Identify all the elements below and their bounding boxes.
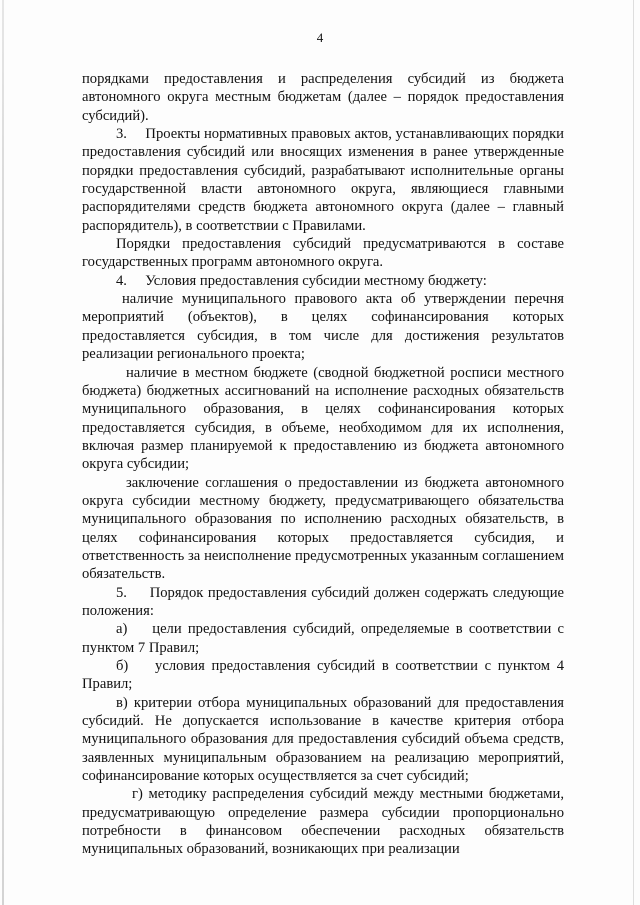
paragraph-subitem-b: б) условия предоставления субсидий в соответствии с пунктом 4 Правил;	[82, 658, 564, 693]
paragraph-item-4: 4. Условия предоставления субсидии местному бюджету:	[116, 272, 487, 289]
paragraph-subitem-v: в) критерии отбора муниципальных образований для предоставления субсидий. Не допускается использование в качестве критерия отбора муниципального образования для предоставления субсидий объема средств, заявленных муниципальным образованием на реализацию мероприятий, софинансирование которых осуществляется за счет субсидий;	[82, 694, 564, 785]
paragraph-condition-agreement: заключение соглашения о предоставлении из бюджета автономного округа субсидии местному бюджету, предусматривающего обязательства муниципального образования по исполнению расходных обязательств, в целях софинансирования которых предоставляется субсидия, и ответственность за неисполнение предусмотренных указанным соглашением обязательств.	[82, 474, 564, 583]
page-number: 4	[316, 30, 324, 45]
paragraph-programs: Порядки предоставления субсидий предусматриваются в составе государственных программ автономного округа.	[82, 236, 564, 271]
paragraph-condition-act: наличие муниципального правового акта об утверждении перечня мероприятий (объектов), в целях софинансирования которых предоставляется субсидия, в том числе для достижения результатов реализации регионального проекта;	[82, 291, 564, 363]
scan-edge-left	[2, 0, 4, 905]
paragraph-item-3: 3. Проекты нормативных правовых актов, устанавливающих порядки предоставления субсидий или вносящих изменения в ранее утвержденные порядки предоставления субсидий, разрабатывают исполнительные органы государственной власти автономного округа, являющиеся главными распорядителями средств бюджета автономного округа (далее – главный распорядитель), в соответствии с Правилами.	[82, 126, 564, 234]
paragraph-condition-budget: наличие в местном бюджете (сводной бюджетной росписи местного бюджета) бюджетных ассигнований на исполнение расходных обязательств муниципального образования, в целях софинансирования которых предоставляется субсидия, в объеме, необходимом для их исполнения, включая размер планируемой к предоставлению из бюджета автономного округа субсидии;	[82, 364, 564, 473]
body-text	[82, 70, 564, 859]
paragraph-continuation: порядками предоставления и распределения субсидий из бюджета автономного округа местным бюджетам (далее – порядок предоставления субсидий).	[82, 71, 564, 124]
paragraph-item-5: 5. Порядок предоставления субсидий должен содержать следующие положения:	[82, 584, 564, 619]
paragraph-subitem-a: а) цели предоставления субсидий, определяемые в соответствии с пунктом 7 Правил;	[82, 621, 564, 656]
paragraph-subitem-g: г) методику распределения субсидий между местными бюджетами, предусматривающую определение размера субсидии пропорционально потребности в финансовом обеспечении расходных обязательств муниципальных образований, возникающих при реализации	[82, 786, 564, 858]
scan-edge-right	[633, 0, 634, 905]
